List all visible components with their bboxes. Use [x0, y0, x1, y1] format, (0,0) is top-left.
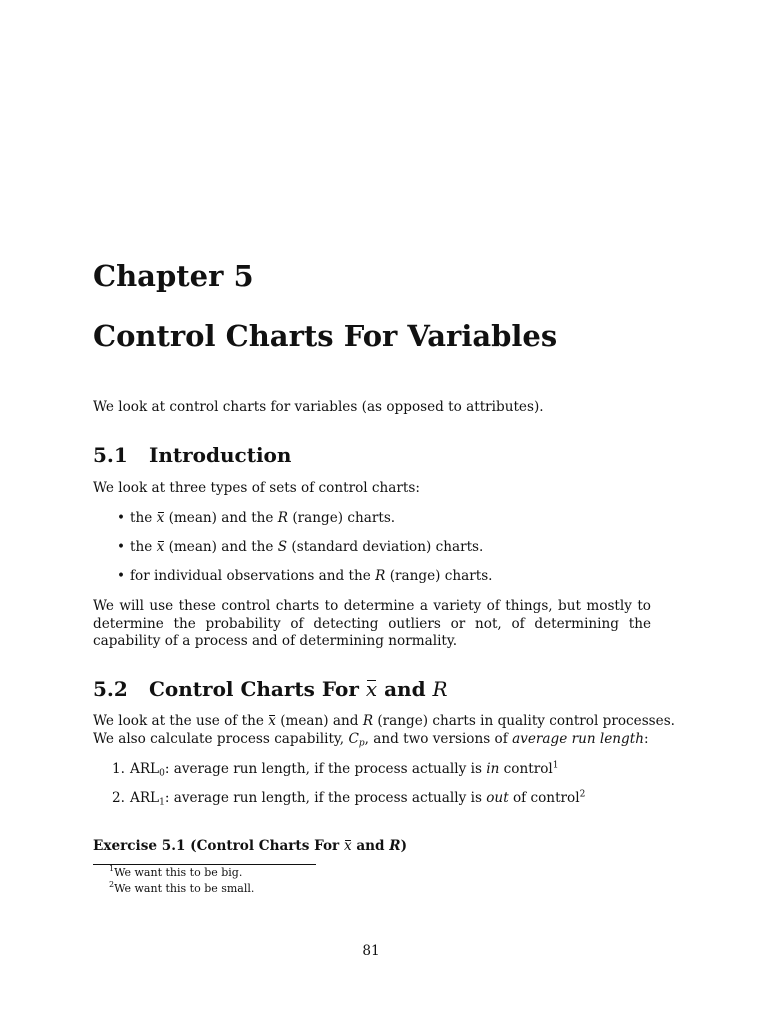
text-run: :: [643, 731, 649, 747]
list-item-text: [130, 761, 558, 779]
bullet-icon: •: [116, 510, 126, 526]
section-lead-paragraph: We look at three types of sets of control charts:: [93, 480, 420, 496]
footnote: [109, 882, 254, 896]
section-number: 5.1: [93, 443, 128, 467]
text-run: the: [130, 539, 157, 555]
text-run: (range) charts.: [385, 568, 493, 584]
math-symbol: R: [432, 677, 448, 701]
footnote-mark: 1: [109, 864, 115, 874]
text-run: and: [351, 838, 390, 854]
text-run: (standard deviation) charts.: [287, 539, 484, 555]
section-intro-line-1: [93, 713, 675, 731]
text-run: , and two versions of: [364, 731, 513, 747]
footnote-reference[interactable]: 2: [579, 789, 586, 800]
xbar-symbol: x: [343, 838, 352, 854]
text-run: and: [377, 677, 433, 701]
xbar-symbol: x: [156, 510, 165, 526]
exercise-label: Exercise 5.1: [93, 838, 186, 854]
text-run: : average run length, if the process actually is: [164, 761, 487, 777]
text-run: (mean) and: [275, 713, 363, 729]
section-title: Introduction: [149, 443, 292, 467]
text-run: ARL: [130, 761, 160, 777]
text-run: of control: [508, 790, 580, 806]
math-symbol: R: [375, 568, 386, 584]
text-run: : average run length, if the process actually is: [164, 790, 487, 806]
math-symbol: R: [362, 713, 374, 729]
footnote-text: We want this to be big.: [114, 866, 243, 879]
footnote-reference[interactable]: 1: [552, 760, 559, 771]
footnote: [109, 866, 242, 880]
list-item-text: [130, 568, 493, 586]
text-run: (Control Charts For: [190, 838, 344, 854]
section-heading-introduction: [93, 442, 291, 468]
text-run: We look at the use of the: [93, 713, 269, 729]
subscript: 1: [159, 797, 165, 808]
text-run: (mean) and the: [164, 539, 278, 555]
xbar-symbol: x: [156, 539, 165, 555]
text-run: ): [400, 838, 408, 854]
text-run: (range) charts.: [288, 510, 396, 526]
text-run: ARL: [130, 790, 160, 806]
footnote-text: We want this to be small.: [114, 882, 255, 895]
text-run: control: [499, 761, 553, 777]
list-number: 2.: [112, 790, 125, 806]
text-run: (range) charts in quality control processes.: [373, 713, 675, 729]
document-page: [93, 0, 675, 1024]
list-item-text: [130, 539, 483, 557]
chapter-label: Chapter 5: [93, 259, 254, 293]
chapter-intro-paragraph: We look at control charts for variables (as opposed to attributes).: [93, 399, 544, 415]
text-run: for individual observations and the: [130, 568, 376, 584]
text-run: (mean) and the: [164, 510, 278, 526]
bullet-icon: •: [116, 568, 126, 584]
math-symbol: C: [348, 731, 359, 747]
list-item-text: [130, 790, 585, 808]
math-symbol: R: [277, 510, 289, 526]
text-run: We also calculate process capability,: [93, 731, 349, 747]
section-body-paragraph: We will use these control charts to determine a variety of things, but mostly to determine the probability of detecting outliers or not, of determining the capability of a process and of determining normality.: [93, 598, 651, 649]
section-heading-xbar-r: [93, 676, 448, 702]
math-subscript: p: [358, 738, 365, 749]
page-number: 81: [362, 943, 380, 959]
list-item-text: [130, 510, 395, 528]
list-number: 1.: [112, 761, 125, 777]
chapter-title: Control Charts For Variables: [93, 319, 558, 353]
section-number: 5.2: [93, 677, 128, 701]
emphasis-text: out: [486, 790, 509, 806]
xbar-symbol: x: [365, 677, 378, 701]
bullet-icon: •: [116, 539, 126, 555]
section-intro-line-2: [93, 731, 651, 749]
math-symbol: S: [277, 539, 288, 555]
xbar-symbol: x: [268, 713, 276, 729]
emphasis-text: in: [486, 761, 500, 777]
text-run: the: [130, 510, 157, 526]
math-symbol: R: [389, 838, 401, 854]
emphasis-text: average run length: [512, 731, 644, 747]
footnote-mark: 2: [109, 880, 115, 890]
subscript: 0: [159, 768, 165, 779]
footnote-divider: [93, 864, 316, 865]
exercise-heading: [93, 838, 407, 856]
section-title: Control Charts For: [149, 677, 366, 701]
